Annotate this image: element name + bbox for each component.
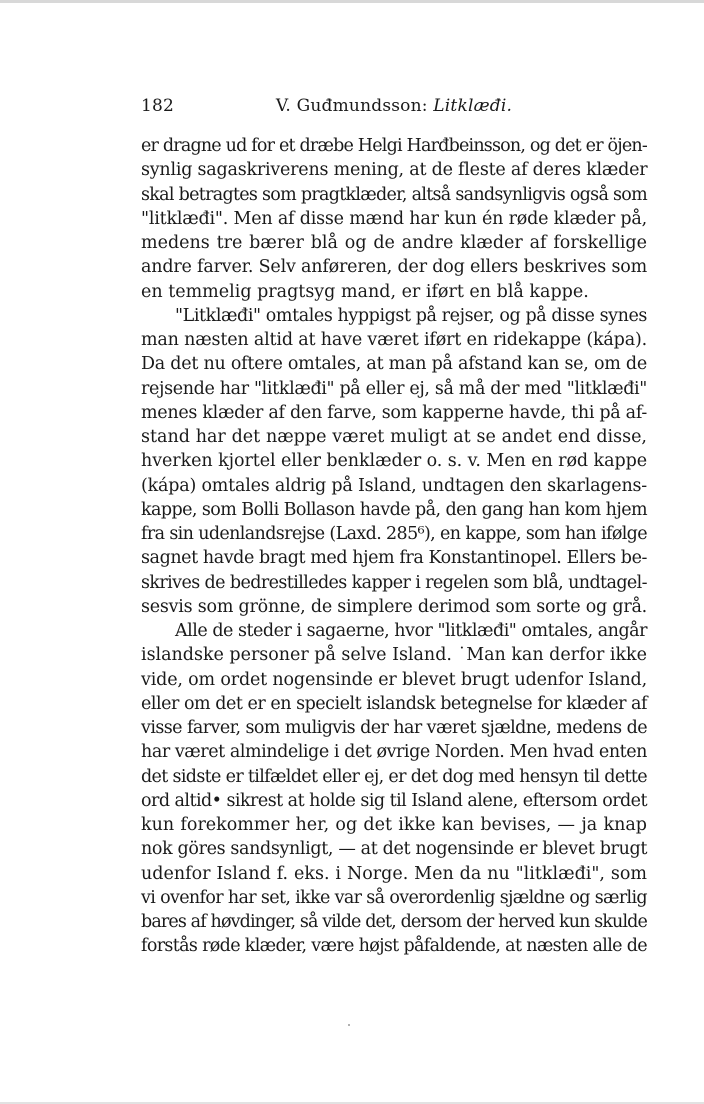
text-line: ord altid• sikrest at holde sig til Island alene, eftersom ordet (141, 790, 647, 811)
text-line: vide, om ordet nogensinde er blevet brugt udenfor Island, (141, 669, 647, 690)
text-line: man næsten altid at have været iført en ridekappe (kápa). (141, 330, 647, 350)
text-line: fra sin udenlandsrejse (Laxd. 285⁶), en kappe, som han ifølge (141, 524, 647, 544)
running-head-author: V. Guđmundsson: (275, 96, 434, 116)
text-line: islandske personer på selve Island. ˙Man kan derfor ikke (141, 645, 647, 666)
running-head (141, 96, 647, 116)
text-line: sesvis som grönne, de simplere derimod som sorte og grå. (141, 596, 647, 617)
scan-speck (348, 1024, 350, 1026)
text-line: rejsende har "litklæđi" på eller ej, så må der med "litklæđi" (141, 378, 647, 399)
text-line: nok göres sandsynligt, — at det nogensinde er blevet brugt (141, 839, 647, 860)
text-line: er dragne ud for et dræbe Helgi Harđbeinsson, og det er öjen- (141, 136, 647, 156)
text-line: skal betragtes som pragtklæder, altså sandsynligvis også som (141, 184, 647, 205)
text-line: visse farver, som muligvis der har været sjældne, medens de (141, 718, 647, 738)
text-line: eller om det er en specielt islandsk betegnelse for klæder af (141, 693, 647, 714)
text-line: forstås røde klæder, være højst påfaldende, at næsten alle de (141, 936, 647, 957)
text-line: kun forekommer her, og det ikke kan bevises, — ja knap (141, 815, 647, 835)
text-line: synlig sagaskriverens mening, at de fleste af deres klæder (141, 160, 648, 181)
text-line: menes klæder af den farve, som kapperne havde, thi på af- (141, 402, 647, 423)
text-line: det sidste er tilfældet eller ej, er det dog med hensyn til dette (141, 766, 647, 787)
text-line: stand har det næppe været muligt at se andet end disse, (141, 427, 647, 447)
running-head-title: Litklæđi. (433, 96, 513, 116)
text-line: (kápa) omtales aldrig på Island, undtagen den skarlagens- (141, 475, 648, 496)
text-line: sagnet havde bragt med hjem fra Konstantinopel. Ellers be- (141, 548, 647, 569)
text-line: Da det nu oftere omtales, at man på afstand kan se, om de (141, 354, 647, 375)
text-line: skrives de bedrestilledes kapper i regelen som blå, undtagel- (141, 572, 647, 593)
page-number: 182 (141, 96, 175, 116)
scan-edge-top (0, 0, 704, 3)
text-line: udenfor Island f. eks. i Norge. Men da nu "litklæđi", som (141, 863, 647, 884)
text-line: Alle de steder i sagaerne, hvor "litklæđi" omtales, angår (175, 621, 647, 641)
text-line: har været almindelige i det øvrige Norden. Men hvad enten (141, 742, 647, 763)
text-line: "litklæđi". Men af disse mænd har kun én røde klæder på, (141, 208, 647, 229)
text-line: andre farver. Selv anføreren, der dog ellers beskrives som (141, 257, 647, 278)
body-text (141, 134, 647, 959)
text-line: vi ovenfor har set, ikke var så overordenlig sjældne og særlig (141, 887, 647, 908)
text-line: hverken kjortel eller benklæder o. s. v. Men en rød kappe (141, 451, 647, 472)
text-line: en temmelig pragtsyg mand, er iført en blå kappe. (141, 281, 589, 302)
text-line: bares af høvdinger, så vilde det, dersom der herved kun skulde (141, 912, 647, 932)
page-header (141, 96, 647, 122)
text-line: kappe, som Bolli Bollason havde på, den gang han kom hjem (141, 499, 647, 520)
text-line: medens tre bærer blå og de andre klæder af forskellige (141, 233, 647, 253)
text-line: "Litklæđi" omtales hyppigst på rejser, og på disse synes (175, 305, 647, 326)
